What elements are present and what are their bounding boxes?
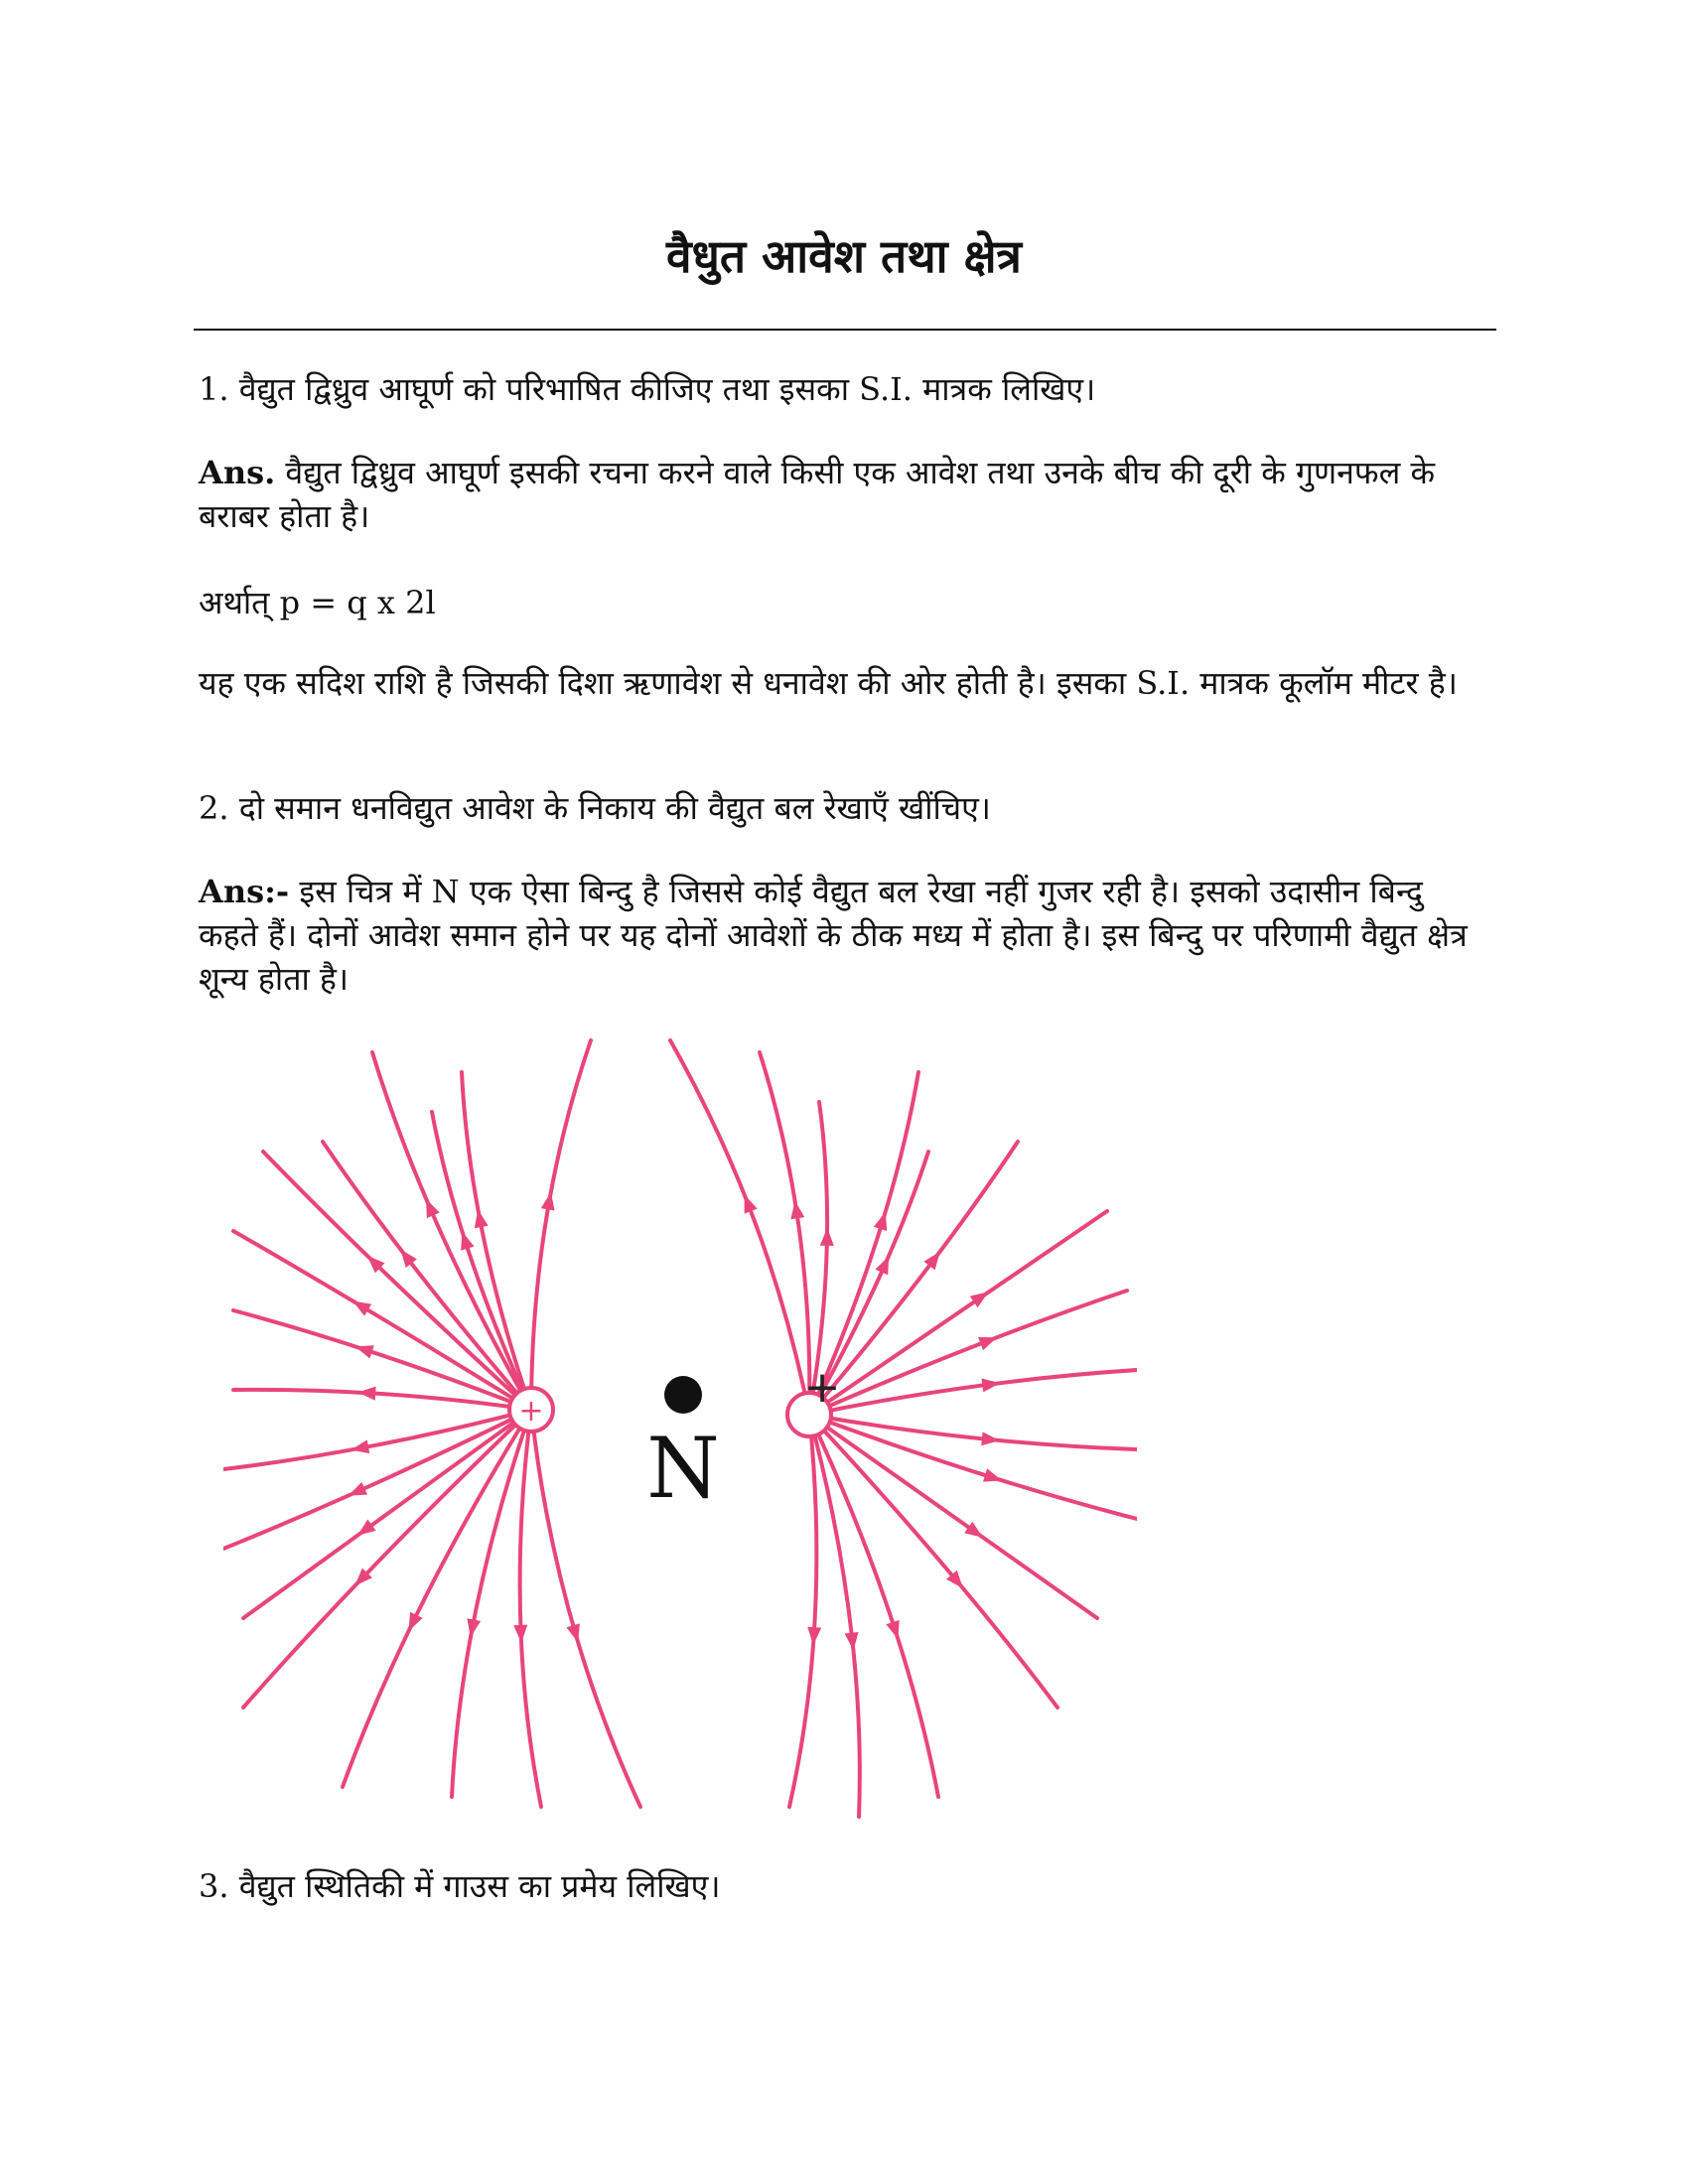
left-field-arrow: [350, 1295, 372, 1315]
left-field-arrow: [357, 1386, 376, 1401]
right-field-line: [809, 1415, 938, 1797]
right-field-arrow: [845, 1632, 861, 1651]
answer-1-label: Ans.: [199, 454, 276, 491]
right-charge-field-lines: [670, 1040, 1137, 1817]
left-field-line: [243, 1410, 531, 1618]
answer-1-formula: अर्थात् p = q x 2l: [199, 584, 436, 621]
neutral-point-label: N: [646, 1420, 720, 1517]
answer-2: [199, 870, 1489, 1001]
left-field-arrow: [420, 1196, 440, 1218]
right-field-arrow: [874, 1210, 893, 1231]
right-field-arrow: [886, 1620, 905, 1641]
left-field-line: [343, 1410, 531, 1787]
field-lines-figure: [223, 1032, 1137, 1827]
answer-1-text: वैद्युत द्विध्रुव आघूर्ण इसकी रचना करने वाले किसी एक आवेश तथा उनके बीच की दूरी के गुणनफल के बराबर होता है।: [199, 454, 1436, 535]
right-field-arrow: [875, 1253, 895, 1275]
answer-1: [199, 451, 1489, 538]
right-field-arrow: [983, 1468, 1004, 1487]
left-charge-field-lines: [223, 1040, 640, 1807]
answer-2-label: Ans:-: [199, 873, 290, 910]
left-field-line: [223, 1410, 531, 1469]
right-field-line: [809, 1291, 1127, 1415]
answer-1-note: यह एक सदिश राशि है जिसकी दिशा ऋणावेश से धनावेश की ओर होती है। इसका S.I. मात्रक कूलॉम मीटर है।: [199, 664, 1458, 702]
right-field-line: [670, 1040, 809, 1415]
right-field-arrow: [806, 1627, 821, 1646]
left-field-arrow: [402, 1612, 422, 1634]
left-field-line: [531, 1410, 640, 1807]
answer-2-text: इस चित्र में N एक ऐसा बिन्दु है जिससे कोई वैद्युत बल रेखा नहीं गुजर रही है। इसको उदासीन बिन्दु कहते हैं। दोनों आवेश समान होने पर यह दोनों आवेशों के ठीक मध्य में होता है। इस बिन्दु पर परिणामी वैद्युत क्षेत्र शून्य होता है।: [199, 873, 1468, 998]
title-divider: [194, 329, 1496, 331]
left-field-arrow: [513, 1625, 528, 1644]
right-field-arrow: [978, 1331, 1000, 1351]
right-field-arrow: [738, 1192, 758, 1214]
left-field-line: [531, 1040, 591, 1410]
right-charge-sign: +: [803, 1362, 841, 1413]
left-field-arrow: [346, 1482, 367, 1502]
left-field-line: [263, 1152, 531, 1410]
neutral-point: [664, 1376, 702, 1414]
page-title: वैधुत आवेश तथा क्षेत्र: [666, 229, 1022, 283]
question-3: 3. वैद्युत स्थितिकी में गाउस का प्रमेय लिखिए।: [199, 1867, 721, 1905]
left-field-arrow: [566, 1623, 584, 1644]
left-charge-sign: +: [518, 1394, 544, 1429]
left-field-line: [223, 1410, 531, 1549]
right-field-arrow: [820, 1228, 834, 1246]
right-field-line: [760, 1052, 809, 1415]
left-field-arrow: [352, 1340, 373, 1359]
question-1: 1. वैद्युत द्विध्रुव आघूर्ण को परिभाषित कीजिए तथा इसका S.I. मात्रक लिखिए।: [199, 370, 1096, 408]
right-field-line: [789, 1415, 816, 1807]
left-field-arrow: [456, 1229, 475, 1250]
question-2: 2. दो समान धनविद्युत आवेश के निकाय की वैद्युत बल रेखाएँ खींचिए।: [199, 789, 991, 827]
left-field-line: [462, 1072, 531, 1410]
right-field-line: [809, 1142, 1018, 1415]
right-field-arrow: [981, 1432, 1000, 1447]
